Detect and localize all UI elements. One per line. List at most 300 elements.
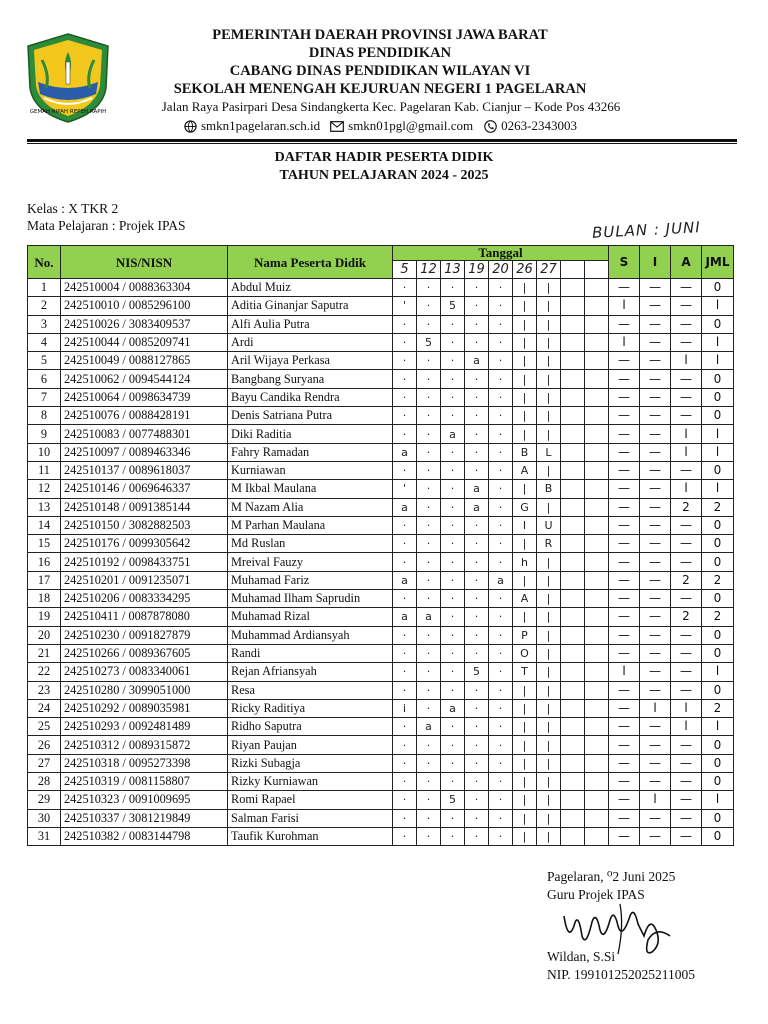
attendance-mark: ·: [465, 809, 489, 827]
attendance-mark: |: [537, 553, 561, 571]
attendance-mark: [585, 333, 609, 351]
sick-count: —: [609, 644, 640, 662]
student-name: Fahry Ramadan: [228, 443, 393, 461]
table-row: [28, 535, 734, 553]
student-nis: 242510201 / 0091235071: [61, 571, 228, 589]
attendance-mark: L: [537, 443, 561, 461]
absent-count: —: [671, 626, 702, 644]
row-number: 8: [28, 407, 61, 425]
attendance-mark: |: [513, 827, 537, 845]
contact-line: [120, 117, 640, 135]
attendance-mark: |: [537, 370, 561, 388]
attendance-mark: |: [537, 754, 561, 772]
student-name: Diki Raditia: [228, 425, 393, 443]
attendance-mark: ·: [417, 663, 441, 681]
absent-count: 2: [671, 498, 702, 516]
attendance-mark: ·: [465, 590, 489, 608]
permit-count: —: [640, 370, 671, 388]
attendance-mark: [561, 461, 585, 479]
table-row: [28, 425, 734, 443]
attendance-mark: ·: [489, 663, 513, 681]
student-name: Ricky Raditiya: [228, 699, 393, 717]
student-nis: 242510137 / 0089618037: [61, 461, 228, 479]
attendance-mark: |: [537, 571, 561, 589]
attendance-mark: a: [393, 498, 417, 516]
date-header-cell: [561, 261, 585, 279]
attendance-mark: ·: [441, 370, 465, 388]
student-name: Muhamad Fariz: [228, 571, 393, 589]
table-row: [28, 608, 734, 626]
attendance-mark: ·: [441, 809, 465, 827]
table-row: [28, 663, 734, 681]
attendance-mark: ·: [465, 681, 489, 699]
permit-count: l: [640, 791, 671, 809]
date-header-cell: 26: [513, 261, 537, 279]
total-count: 0: [702, 681, 734, 699]
permit-count: —: [640, 516, 671, 534]
attendance-mark: [585, 370, 609, 388]
attendance-mark: T: [513, 663, 537, 681]
attendance-mark: ·: [489, 315, 513, 333]
attendance-mark: ·: [417, 626, 441, 644]
attendance-mark: a: [417, 608, 441, 626]
attendance-mark: |: [537, 718, 561, 736]
sick-count: —: [609, 827, 640, 845]
attendance-mark: ·: [465, 388, 489, 406]
attendance-mark: ·: [417, 498, 441, 516]
absent-count: l: [671, 352, 702, 370]
attendance-mark: ·: [417, 535, 441, 553]
total-count: l: [702, 718, 734, 736]
absent-count: —: [671, 553, 702, 571]
attendance-mark: ·: [465, 626, 489, 644]
row-number: 10: [28, 443, 61, 461]
permit-count: —: [640, 333, 671, 351]
total-count: 2: [702, 571, 734, 589]
attendance-mark: ·: [489, 773, 513, 791]
student-nis: 242510097 / 0089463346: [61, 443, 228, 461]
attendance-mark: |: [513, 571, 537, 589]
student-name: Ridho Saputra: [228, 718, 393, 736]
student-nis: 242510319 / 0081158807: [61, 773, 228, 791]
attendance-mark: [561, 699, 585, 717]
attendance-mark: ·: [393, 809, 417, 827]
table-row: [28, 297, 734, 315]
attendance-mark: ·: [489, 425, 513, 443]
student-nis: 242510411 / 0087878080: [61, 608, 228, 626]
attendance-mark: ·: [393, 663, 417, 681]
attendance-mark: ·: [441, 718, 465, 736]
sick-count: —: [609, 590, 640, 608]
attendance-mark: [585, 407, 609, 425]
attendance-mark: [561, 297, 585, 315]
row-number: 3: [28, 315, 61, 333]
sick-count: —: [609, 498, 640, 516]
attendance-mark: ·: [441, 279, 465, 297]
sick-count: —: [609, 425, 640, 443]
attendance-mark: ·: [441, 773, 465, 791]
absent-count: —: [671, 809, 702, 827]
attendance-mark: |: [513, 535, 537, 553]
sick-count: —: [609, 407, 640, 425]
absent-count: —: [671, 407, 702, 425]
sick-count: —: [609, 736, 640, 754]
row-number: 9: [28, 425, 61, 443]
attendance-mark: |: [513, 754, 537, 772]
attendance-mark: |: [537, 315, 561, 333]
attendance-mark: ·: [441, 644, 465, 662]
attendance-mark: [561, 681, 585, 699]
attendance-mark: |: [513, 279, 537, 297]
attendance-mark: ·: [465, 553, 489, 571]
sick-count: —: [609, 571, 640, 589]
total-count: 0: [702, 407, 734, 425]
attendance-mark: ·: [417, 315, 441, 333]
website-link[interactable]: smkn1pagelaran.sch.id: [201, 118, 321, 133]
attendance-mark: ·: [393, 315, 417, 333]
student-name: Romi Rapael: [228, 791, 393, 809]
row-number: 11: [28, 461, 61, 479]
total-count: 0: [702, 809, 734, 827]
total-count: 0: [702, 388, 734, 406]
student-nis: 242510146 / 0069646337: [61, 480, 228, 498]
attendance-mark: U: [537, 516, 561, 534]
table-row: [28, 773, 734, 791]
attendance-rows: [28, 279, 734, 846]
total-count: 2: [702, 699, 734, 717]
row-number: 16: [28, 553, 61, 571]
row-number: 2: [28, 297, 61, 315]
sick-count: —: [609, 626, 640, 644]
attendance-mark: ·: [417, 461, 441, 479]
attendance-mark: 5: [417, 333, 441, 351]
student-name: Ardi: [228, 333, 393, 351]
sick-count: —: [609, 718, 640, 736]
email-link[interactable]: smkn01pgl@gmail.com: [348, 118, 474, 133]
student-name: Muhamad Ilham Saprudin: [228, 590, 393, 608]
row-number: 24: [28, 699, 61, 717]
attendance-mark: ·: [441, 663, 465, 681]
table-row: [28, 480, 734, 498]
attendance-mark: ·: [417, 407, 441, 425]
student-name: M Ikbal Maulana: [228, 480, 393, 498]
student-name: Rizky Kurniawan: [228, 773, 393, 791]
attendance-mark: |: [537, 388, 561, 406]
attendance-mark: [585, 425, 609, 443]
header-rule-thin: [27, 143, 737, 144]
permit-count: —: [640, 535, 671, 553]
attendance-mark: ·: [393, 773, 417, 791]
attendance-mark: [561, 535, 585, 553]
attendance-mark: ·: [441, 571, 465, 589]
permit-count: —: [640, 663, 671, 681]
row-number: 4: [28, 333, 61, 351]
gov-name: PEMERINTAH DAERAH PROVINSI JAWA BARAT: [212, 27, 548, 43]
row-number: 14: [28, 516, 61, 534]
envelope-icon: [330, 119, 344, 133]
student-name: Aditia Ginanjar Saputra: [228, 297, 393, 315]
attendance-mark: B: [537, 480, 561, 498]
attendance-mark: ·: [441, 626, 465, 644]
sick-count: —: [609, 516, 640, 534]
attendance-mark: |: [513, 315, 537, 333]
date-header-cell: 12: [417, 261, 441, 279]
attendance-mark: ·: [393, 461, 417, 479]
table-row: [28, 754, 734, 772]
table-row: [28, 553, 734, 571]
permit-count: —: [640, 480, 671, 498]
sick-count: l: [609, 663, 640, 681]
sick-count: —: [609, 535, 640, 553]
attendance-mark: [585, 480, 609, 498]
attendance-mark: [585, 773, 609, 791]
permit-count: —: [640, 809, 671, 827]
signer-nip: NIP. 199101252025211005: [547, 967, 696, 982]
total-count: 2: [702, 608, 734, 626]
attendance-mark: ·: [417, 699, 441, 717]
attendance-mark: a: [441, 425, 465, 443]
attendance-mark: ·: [417, 773, 441, 791]
student-nis: 242510280 / 3099051000: [61, 681, 228, 699]
permit-count: —: [640, 590, 671, 608]
attendance-mark: ·: [441, 407, 465, 425]
student-nis: 242510206 / 0083334295: [61, 590, 228, 608]
student-name: M Parhan Maulana: [228, 516, 393, 534]
attendance-mark: [585, 297, 609, 315]
student-nis: 242510049 / 0088127865: [61, 352, 228, 370]
permit-count: —: [640, 279, 671, 297]
attendance-mark: ·: [441, 608, 465, 626]
row-number: 12: [28, 480, 61, 498]
attendance-mark: [561, 315, 585, 333]
total-count: l: [702, 425, 734, 443]
attendance-mark: a: [465, 352, 489, 370]
total-count: 0: [702, 754, 734, 772]
sick-count: —: [609, 388, 640, 406]
table-row: [28, 315, 734, 333]
student-nis: 242510323 / 0091009695: [61, 791, 228, 809]
attendance-mark: ·: [465, 370, 489, 388]
student-nis: 242510266 / 0089367605: [61, 644, 228, 662]
attendance-mark: ·: [465, 535, 489, 553]
attendance-mark: ·: [489, 480, 513, 498]
student-name: Kurniawan: [228, 461, 393, 479]
col-header-no: No.: [28, 246, 61, 279]
permit-count: —: [640, 571, 671, 589]
attendance-mark: [585, 352, 609, 370]
student-nis: 242510292 / 0089035981: [61, 699, 228, 717]
permit-count: l: [640, 699, 671, 717]
sick-count: —: [609, 681, 640, 699]
attendance-mark: [561, 333, 585, 351]
class-info: [27, 200, 185, 234]
attendance-mark: ·: [465, 773, 489, 791]
document-title: [0, 149, 768, 185]
attendance-mark: ·: [489, 553, 513, 571]
sick-count: —: [609, 461, 640, 479]
student-name: Mreival Fauzy: [228, 553, 393, 571]
date-header-cell: 5: [393, 261, 417, 279]
permit-count: —: [640, 425, 671, 443]
attendance-mark: ·: [489, 590, 513, 608]
sick-count: —: [609, 699, 640, 717]
school-address: Jalan Raya Pasirpari Desa Sindangkerta Kec. Pagelaran Kab. Cianjur – Kode Pos 43266: [161, 99, 621, 114]
sick-count: —: [609, 480, 640, 498]
attendance-table: [27, 245, 734, 846]
attendance-mark: ·: [417, 516, 441, 534]
table-row: [28, 699, 734, 717]
attendance-mark: i: [393, 699, 417, 717]
attendance-mark: [585, 718, 609, 736]
permit-count: —: [640, 388, 671, 406]
attendance-mark: [561, 626, 585, 644]
attendance-mark: |: [537, 590, 561, 608]
attendance-mark: ·: [393, 553, 417, 571]
student-nis: 242510076 / 0088428191: [61, 407, 228, 425]
absent-count: —: [671, 663, 702, 681]
attendance-mark: ·: [441, 352, 465, 370]
attendance-mark: ·: [417, 370, 441, 388]
attendance-mark: ·: [489, 297, 513, 315]
attendance-mark: [585, 553, 609, 571]
student-nis: 242510293 / 0092481489: [61, 718, 228, 736]
absent-count: —: [671, 681, 702, 699]
signer-name: Wildan, S.Si: [547, 949, 616, 964]
attendance-mark: ·: [441, 480, 465, 498]
attendance-mark: [585, 809, 609, 827]
total-count: l: [702, 480, 734, 498]
attendance-mark: ·: [417, 809, 441, 827]
attendance-mark: ·: [417, 791, 441, 809]
signer-role: Guru Projek IPAS: [547, 887, 645, 902]
attendance-mark: |: [537, 333, 561, 351]
attendance-mark: ·: [393, 535, 417, 553]
attendance-mark: R: [537, 535, 561, 553]
attendance-mark: |: [513, 333, 537, 351]
attendance-mark: ·: [465, 644, 489, 662]
attendance-mark: ·: [489, 498, 513, 516]
student-nis: 242510230 / 0091827879: [61, 626, 228, 644]
row-number: 27: [28, 754, 61, 772]
student-nis: 242510192 / 0098433751: [61, 553, 228, 571]
attendance-mark: ·: [465, 827, 489, 845]
attendance-mark: [585, 315, 609, 333]
row-number: 20: [28, 626, 61, 644]
attendance-mark: |: [537, 827, 561, 845]
student-nis: 242510004 / 0088363304: [61, 279, 228, 297]
attendance-mark: ·: [441, 498, 465, 516]
attendance-mark: ·: [465, 315, 489, 333]
attendance-mark: [585, 663, 609, 681]
attendance-mark: ·: [417, 443, 441, 461]
attendance-mark: ·: [393, 333, 417, 351]
attendance-mark: |: [513, 773, 537, 791]
table-row: [28, 626, 734, 644]
permit-count: —: [640, 681, 671, 699]
attendance-mark: [585, 571, 609, 589]
table-row: [28, 279, 734, 297]
table-row: [28, 571, 734, 589]
sick-count: —: [609, 773, 640, 791]
total-count: 0: [702, 590, 734, 608]
attendance-mark: [561, 370, 585, 388]
table-row: [28, 370, 734, 388]
attendance-mark: 5: [441, 791, 465, 809]
attendance-mark: ·: [465, 736, 489, 754]
attendance-mark: ·: [393, 352, 417, 370]
school-name: SEKOLAH MENENGAH KEJURUAN NEGERI 1 PAGELARAN: [173, 81, 587, 97]
attendance-mark: a: [441, 699, 465, 717]
student-name: M Nazam Alia: [228, 498, 393, 516]
sick-count: —: [609, 608, 640, 626]
attendance-mark: ·: [393, 516, 417, 534]
attendance-mark: [561, 773, 585, 791]
sick-count: —: [609, 315, 640, 333]
attendance-mark: ·: [489, 608, 513, 626]
attendance-mark: |: [513, 297, 537, 315]
globe-icon: [183, 119, 197, 133]
absent-count: 2: [671, 608, 702, 626]
attendance-mark: [561, 736, 585, 754]
date-header-cell: [585, 261, 609, 279]
student-name: Aril Wijaya Perkasa: [228, 352, 393, 370]
row-number: 28: [28, 773, 61, 791]
permit-count: —: [640, 754, 671, 772]
total-count: l: [702, 791, 734, 809]
attendance-mark: ·: [417, 352, 441, 370]
absent-count: l: [671, 699, 702, 717]
attendance-mark: [585, 791, 609, 809]
permit-count: —: [640, 443, 671, 461]
attendance-mark: ·: [465, 754, 489, 772]
attendance-mark: ·: [441, 590, 465, 608]
attendance-mark: ·: [417, 644, 441, 662]
sick-count: —: [609, 809, 640, 827]
attendance-mark: |: [513, 791, 537, 809]
absent-count: —: [671, 333, 702, 351]
permit-count: —: [640, 608, 671, 626]
attendance-mark: [585, 461, 609, 479]
phone-number: 0263-2343003: [501, 118, 577, 133]
absent-count: —: [671, 736, 702, 754]
permit-count: —: [640, 461, 671, 479]
absent-count: l: [671, 443, 702, 461]
attendance-mark: |: [537, 644, 561, 662]
attendance-mark: |: [513, 736, 537, 754]
attendance-mark: ·: [489, 388, 513, 406]
row-number: 25: [28, 718, 61, 736]
row-number: 7: [28, 388, 61, 406]
attendance-mark: [585, 608, 609, 626]
attendance-mark: ·: [465, 407, 489, 425]
attendance-mark: [561, 516, 585, 534]
student-nis: 242510064 / 0098634739: [61, 388, 228, 406]
attendance-mark: ·: [441, 754, 465, 772]
total-count: 0: [702, 315, 734, 333]
attendance-mark: ·: [489, 718, 513, 736]
attendance-mark: [585, 443, 609, 461]
total-count: 0: [702, 626, 734, 644]
row-number: 29: [28, 791, 61, 809]
row-number: 1: [28, 279, 61, 297]
row-number: 23: [28, 681, 61, 699]
student-name: Taufik Kurohman: [228, 827, 393, 845]
table-row: [28, 644, 734, 662]
attendance-mark: ·: [417, 754, 441, 772]
attendance-mark: [585, 516, 609, 534]
table-row: [28, 681, 734, 699]
student-name: Alfi Aulia Putra: [228, 315, 393, 333]
